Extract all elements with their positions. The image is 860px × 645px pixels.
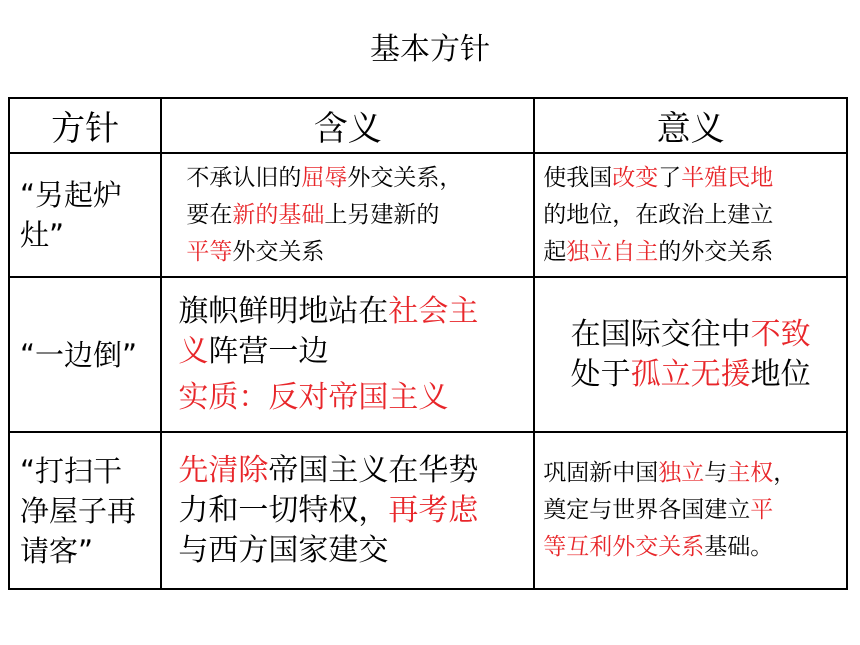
policy-name [9, 153, 161, 277]
policy-significance [534, 432, 847, 589]
text-line: 在国际交往中不致 [570, 316, 811, 352]
highlight-text: 义 [178, 333, 209, 369]
highlight-text: 等互利外交关系 [543, 534, 705, 560]
policy-table [8, 97, 848, 590]
header-policy: 方针 [9, 98, 161, 153]
policy-name-line: 净屋子再 [20, 493, 137, 528]
text-line: 处于孤立无援地位 [570, 356, 811, 392]
text-line: 先清除帝国主义在华势 [178, 452, 479, 488]
table-row [9, 277, 847, 432]
policy-significance [534, 277, 847, 432]
text-line: 平等外交关系 [186, 238, 325, 265]
page-title: 基本方针 [370, 32, 490, 67]
text-line: 要在新的基础上另建新的 [186, 201, 440, 228]
text-line: 巩固新中国独立与主权， [543, 460, 797, 486]
text-line: 起独立自主的外交关系 [543, 238, 774, 265]
highlight-text: 平 [750, 497, 774, 523]
header-meaning: 含义 [161, 98, 534, 153]
policy-name-line: 灶” [20, 218, 65, 252]
policy-meaning [161, 277, 534, 432]
highlight-text: 半殖民地 [681, 164, 774, 191]
highlight-text: 实质：反对帝国主义 [178, 379, 449, 415]
highlight-text: 屈辱 [301, 164, 348, 191]
table-row [9, 432, 847, 589]
text-line: 使我国改变了半殖民地 [543, 164, 774, 191]
policy-name-line: “打扫干 [20, 453, 123, 488]
text-line: 不承认旧的屈辱外交关系， [186, 164, 463, 191]
policy-name-line: “另起炉 [20, 178, 123, 212]
highlight-text: 先清除 [178, 452, 269, 488]
text-line: 力和一切特权，再考虑 [178, 492, 479, 528]
highlight-text: 独立自主 [566, 238, 659, 265]
policy-meaning [161, 432, 534, 589]
policy-significance [534, 153, 847, 277]
table-row [9, 153, 847, 277]
highlight-text: 主权 [727, 460, 774, 486]
highlight-text: 社会主 [388, 293, 479, 329]
header-significance: 意义 [534, 98, 847, 153]
text-line: 与西方国家建交 [178, 532, 389, 568]
table-header-row [9, 98, 847, 153]
text-line: 奠定与世界各国建立平 [543, 497, 774, 523]
text-line: 旗帜鲜明地站在社会主 [178, 293, 479, 329]
highlight-text: 新的基础 [232, 201, 325, 228]
highlight-text: 独立 [658, 460, 705, 486]
policy-meaning [161, 153, 534, 277]
policy-name: “一边倒” [9, 277, 161, 432]
highlight-text: 再考虑 [388, 492, 479, 528]
text-line: 义阵营一边 [178, 333, 329, 369]
highlight-text: 改变 [612, 164, 659, 191]
highlight-text: 孤立无援 [630, 356, 751, 392]
text-line: 的地位，在政治上建立 [543, 201, 774, 228]
highlight-text: 不致 [750, 316, 811, 352]
policy-name-line: 请客” [20, 533, 94, 568]
text-line: 等互利外交关系基础。 [543, 534, 774, 560]
highlight-text: 平等 [186, 238, 233, 265]
policy-name [9, 432, 161, 589]
